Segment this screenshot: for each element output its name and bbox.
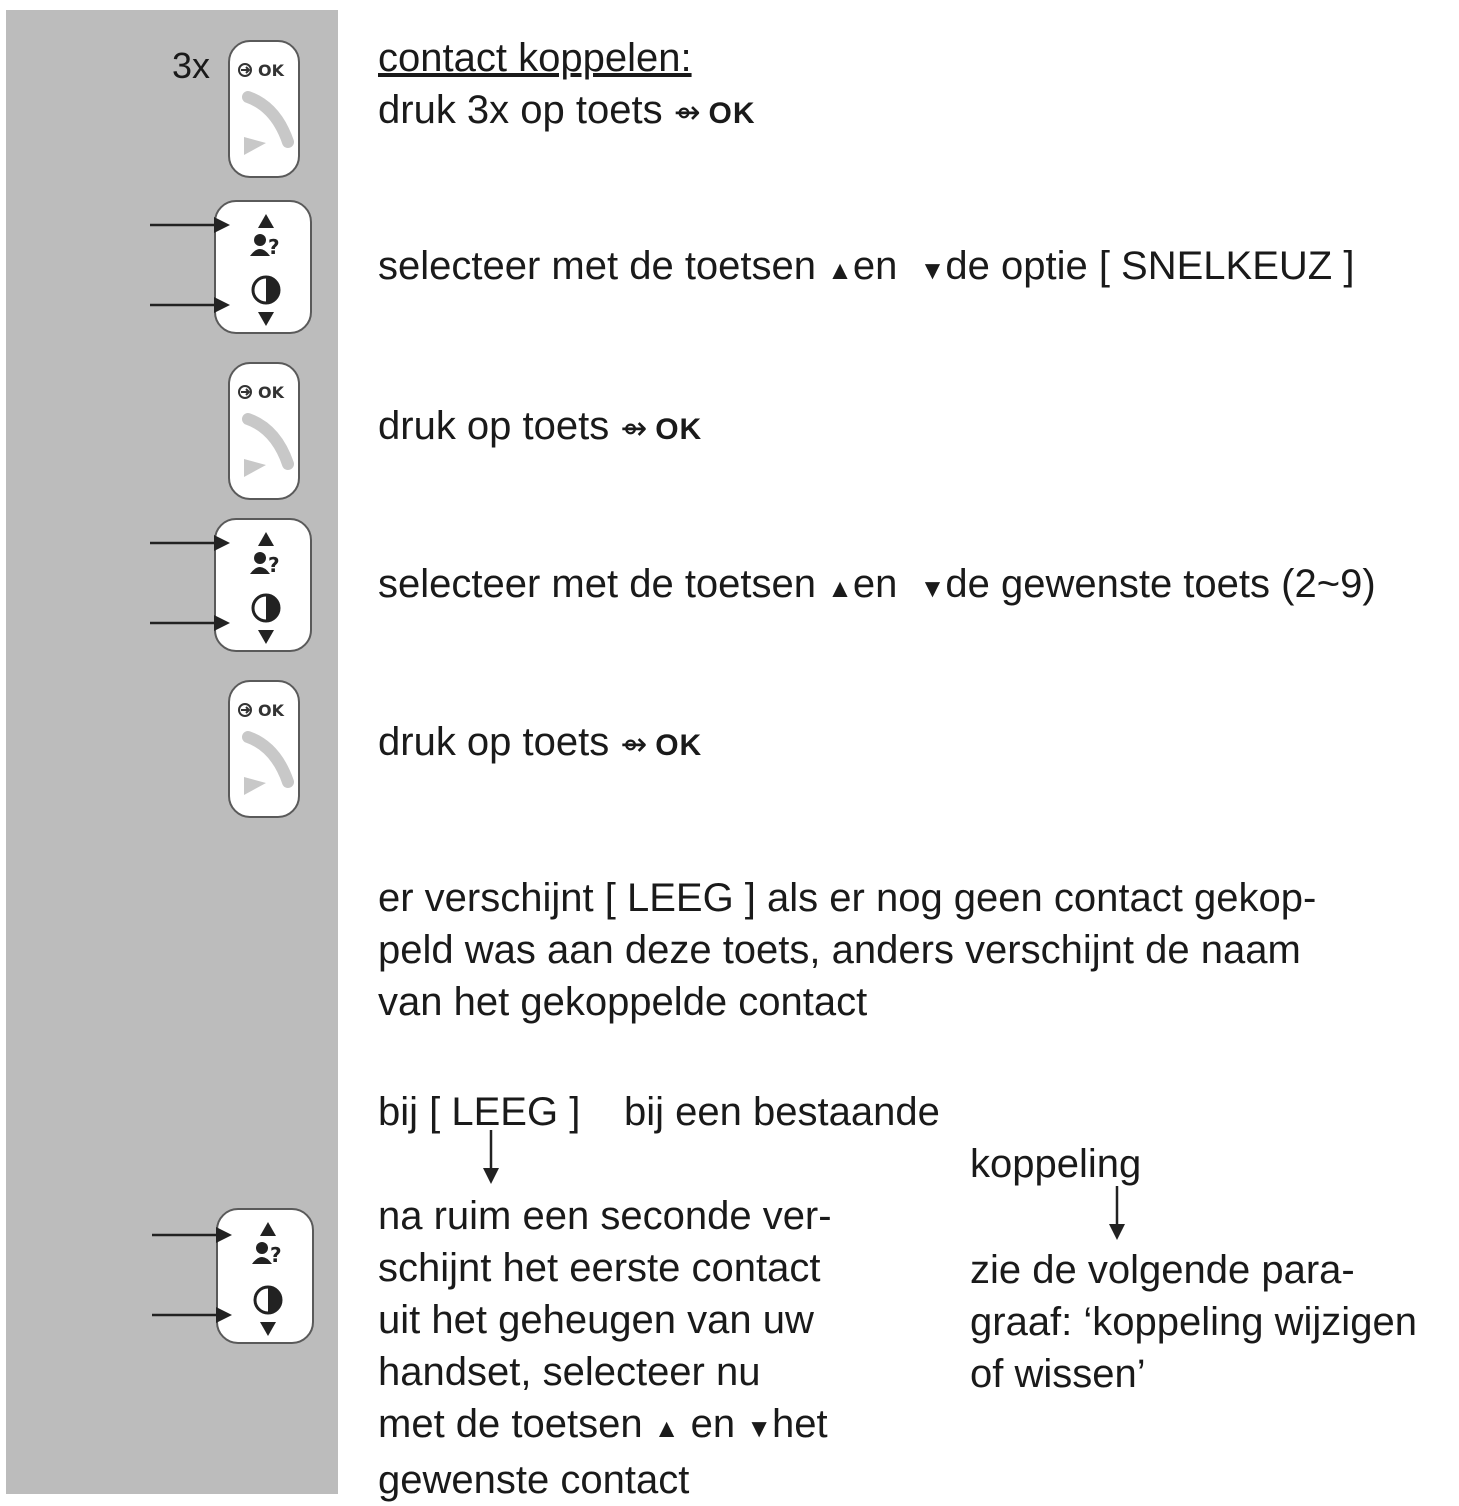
arrow-down-icon (1106, 1186, 1128, 1242)
branch-line (378, 1398, 832, 1454)
branch-line: graaf: ‘koppeling wijzigen (970, 1300, 1417, 1344)
arrow-right-icon (152, 1224, 234, 1246)
branch-header-right-2: koppeling (970, 1142, 1142, 1186)
step-text: druk op toets (378, 404, 610, 448)
branch-line: uit het geheugen van uw (378, 1298, 814, 1342)
svg-text:?: ? (268, 235, 280, 259)
arrow-right-icon (152, 1304, 234, 1326)
branch-right-paragraph (970, 1244, 1417, 1400)
svg-text:OK: OK (258, 701, 284, 720)
step-press-ok-3x (378, 84, 756, 140)
svg-text:?: ? (268, 553, 280, 577)
branch-line: schijnt het eerste contact (378, 1246, 821, 1290)
step-text: druk op toets (378, 720, 610, 764)
up-triangle-icon: ▲ (827, 255, 853, 285)
step-text: en (852, 244, 898, 288)
up-triangle-icon: ▲ (653, 1413, 680, 1443)
branch-line: handset, selecteer nu (378, 1350, 761, 1394)
step-text: selecteer met de toetsen (378, 562, 817, 606)
step-select-snelkeuz (378, 240, 1354, 296)
branch-header-right: bij een bestaande (624, 1090, 940, 1134)
arrow-right-icon (150, 214, 232, 236)
down-triangle-icon: ▼ (919, 255, 946, 285)
branch-line: zie de volgende para- (970, 1248, 1355, 1292)
svg-text:OK: OK (258, 383, 284, 402)
step-text: met de toetsen (378, 1402, 643, 1446)
up-triangle-icon: ▲ (827, 573, 853, 603)
ok-key-icon (228, 680, 300, 818)
arrow-down-icon (480, 1130, 502, 1186)
down-triangle-icon: ▼ (746, 1413, 772, 1443)
svg-text:?: ? (270, 1243, 282, 1267)
branch-left-paragraph (378, 1190, 832, 1506)
arrow-right-icon (150, 294, 232, 316)
arrow-right-icon (150, 612, 232, 634)
ok-key-icon: ⇴ (620, 410, 648, 446)
svg-text:OK: OK (258, 61, 284, 80)
ok-label: OK (655, 413, 703, 446)
info-line: van het gekoppelde contact (378, 980, 868, 1024)
step-press-ok (378, 400, 702, 456)
step-press-ok (378, 716, 702, 772)
section-title: contact koppelen: (378, 36, 692, 80)
arrow-right-icon (150, 532, 232, 554)
info-paragraph (378, 872, 1316, 1028)
branch-line: na ruim een seconde ver- (378, 1194, 832, 1238)
ok-label: OK (708, 97, 756, 130)
repeat-count-label: 3x (172, 45, 211, 86)
step-text: en (852, 562, 898, 606)
ok-key-icon: ⇴ (620, 726, 648, 762)
step-text: en (690, 1402, 736, 1446)
step-text: het (771, 1402, 828, 1446)
branch-line: gewenste contact (378, 1458, 690, 1502)
ok-label: OK (655, 729, 703, 762)
step-text: druk 3x op toets (378, 88, 663, 132)
ok-key-icon: ⇴ (673, 94, 701, 130)
step-select-key (378, 558, 1376, 614)
step-text: selecteer met de toetsen (378, 244, 817, 288)
ok-key-icon (228, 362, 300, 500)
step-text: de optie [ SNELKEUZ ] (945, 244, 1355, 288)
branch-line: of wissen’ (970, 1352, 1146, 1396)
info-line: peld was aan deze toets, anders verschijnt de naam (378, 928, 1301, 972)
info-line: er verschijnt [ LEEG ] als er nog geen contact gekop- (378, 876, 1317, 920)
ok-key-icon (228, 40, 300, 178)
branch-header-left: bij [ LEEG ] (378, 1090, 581, 1134)
step-text: de gewenste toets (2~9) (945, 562, 1376, 606)
down-triangle-icon: ▼ (919, 573, 946, 603)
